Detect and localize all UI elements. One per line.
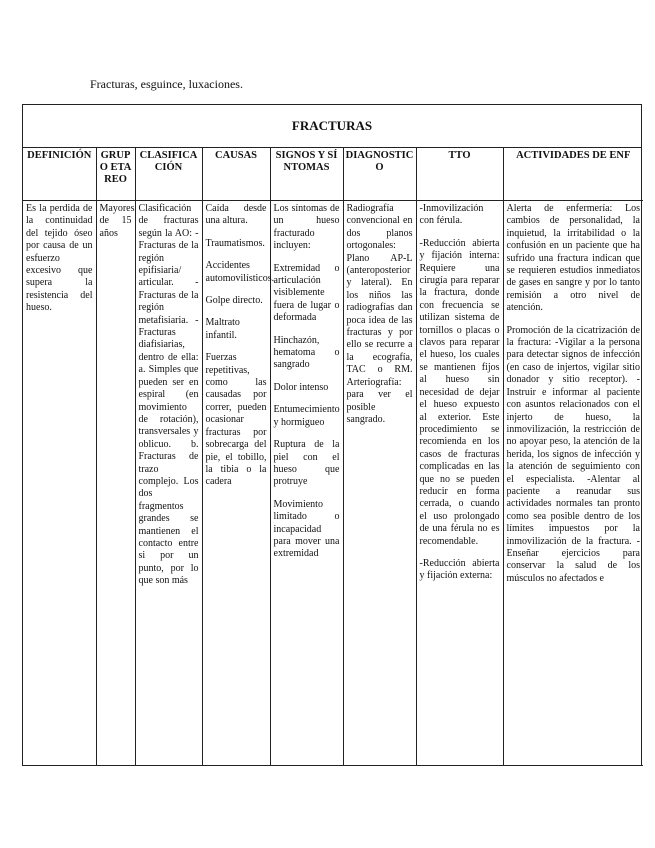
table-row: [23, 201, 643, 766]
cell-causas: [202, 201, 275, 766]
causa-item: Traumatismos.: [205, 237, 265, 249]
signo-item: Movimiento limitado o incapacidad para mover una extremidad: [273, 498, 340, 560]
causa-item: Maltrato infantil.: [205, 317, 240, 341]
causa-item: Accidentes automovilísticos.: [205, 260, 275, 284]
causa-item: Caída desde una altura.: [205, 203, 267, 227]
fracturas-table: [22, 104, 642, 766]
table-banner: FRACTURAS: [23, 105, 641, 148]
cell-signos-sintomas: [270, 201, 343, 766]
actividad-item: Promoción de la cicatrización de la fractura: -Vigilar a la persona para detectar signos de infección (en caso de injertos, vigilar sitio donador y sitio receptor). -Instruir e informar al paciente con asuntos relacionados con el injerto de hueso, la inmovilización, la restricción de no apoyar peso, la atención de la herida, los signos de infección y la atención de seguimiento con el especialista. -Alentar al paciente a reanudar sus actividades normales tan pronto como sea posible dentro de los límites impuestos por la inmovilización de la fractura. - Enseñar ejercicios para conservar la salud de los músculos no afectados e: [506, 324, 640, 584]
causa-item: Golpe directo.: [205, 295, 263, 307]
cell-clasificacion: Clasificación de fracturas según la AO: -Fracturas de la región epifisiaria/ articular. -Fracturas de la región metafisiaria. -Fracturas diafisiarias, dentro de ella: a. Simples que pueden ser en espiral (en movimiento de rotación), transversales y oblicuo. b. Fracturas de trazo complejo. Los dos fragmentos grandes se mantienen el contacto entre si por un punto, por lo que son más: [135, 201, 202, 766]
cell-actividades-enf: [503, 201, 643, 766]
header-row: [23, 148, 643, 201]
signo-item: Ruptura de la piel con el hueso que protruye: [273, 439, 340, 488]
signo-item: Extremidad o articulación visiblemente fuera de lugar o deformada: [273, 262, 340, 324]
header-definicion: DEFINICIÓN: [23, 148, 96, 201]
header-tto: TTO: [416, 148, 503, 201]
signo-item: Dolor intenso: [273, 381, 329, 393]
tto-item: -Inmovilización con férula.: [419, 203, 484, 227]
cell-diagnostico: Radiografía convencional en dos planos ortogonales: Plano AP-L (anteroposterior y lateral). En los niños las radiografías dan poca idea de las fracturas y por ello se recurre a la ecografía, TAC o RM. Arteriografía: para ver el posible sangrado.: [343, 201, 416, 766]
tto-item: -Reducción abierta y fijación interna: Requiere una cirugía para reparar la fractura, donde con frecuencia se utilizan sistema de tornillos o placas o clavos para reparar el hueso, los cuales se mantienen fijos al hueso sin necesidad de dejar el hueso expuesto al exterior. Este procedimiento se recomienda en los casos de fracturas complicadas en las que no se pueden reducir en forma cerrada, o cuando el uso prolongado de una férula no es recomendable.: [419, 237, 500, 547]
signo-item: Hinchazón, hematoma o sangrado: [273, 334, 340, 371]
document-title: Fracturas, esguince, luxaciones.: [90, 77, 243, 91]
header-actividades-enf: ACTIVIDADES DE ENF: [503, 148, 643, 201]
header-diagnostico: DIAGNOSTICO: [343, 148, 416, 201]
header-clasificacion: CLASIFICACIÓN: [135, 148, 202, 201]
tto-item: -Reducción abierta y fijación externa:: [419, 557, 500, 582]
causa-item: Fuerzas repetitivas, como las causadas por correr, pueden ocasionar fracturas por sobrecarga del pie, el tobillo, la tibia o la cadera: [205, 352, 267, 488]
table-grid: [23, 148, 643, 766]
cell-tto: [416, 201, 503, 766]
cell-definicion: Es la perdida de la continuidad del tejido óseo por causa de un esfuerzo excesivo que supera la resistencia del hueso.: [23, 201, 96, 766]
header-causas: CAUSAS: [202, 148, 270, 201]
cell-grupo-etareo: Mayores de 15 años: [96, 201, 135, 766]
signos-intro: Los síntomas de un hueso fracturado incluyen:: [273, 203, 340, 252]
actividad-item: Alerta de enfermería: Los cambios de personalidad, la inquietud, la irritabilidad o la confusión en un paciente que ha sufrido una fractura indican que se requieren estudios inmediatos de gases en sangre y por lo tanto remisión a otro nivel de atención.: [506, 203, 640, 314]
signo-item: Entumecimiento y hormigueo: [273, 404, 340, 428]
header-signos-sintomas: SIGNOS Y SÍNTOMAS: [270, 148, 343, 201]
header-grupo-etareo: GRUPO ETAREO: [96, 148, 135, 201]
